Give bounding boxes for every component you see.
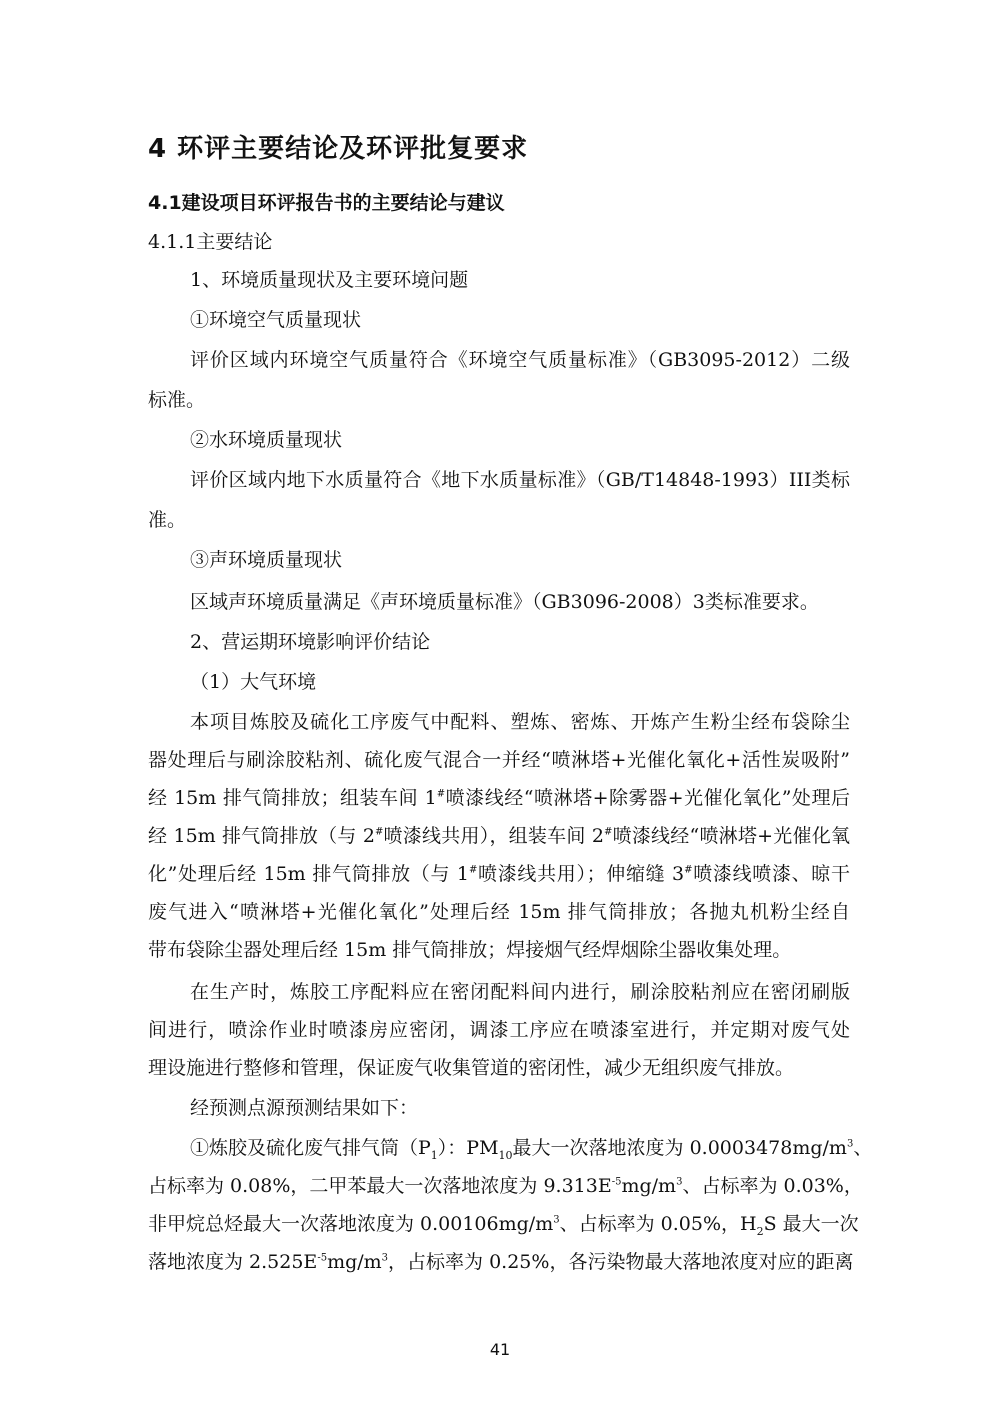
paragraph-line: 废气进入“喷淋塔+光催化氧化”处理后经 15m 排气筒排放；各抛丸机粉尘经自 bbox=[148, 901, 850, 923]
paragraph-line: 评价区域内环境空气质量符合《环境空气质量标准》（GB3095-2012）二级 bbox=[190, 349, 850, 371]
paragraph-line: 器处理后与刷涂胶粘剂、硫化废气混合一并经“喷淋塔+光催化氧化+活性炭吸附” bbox=[148, 749, 850, 771]
paragraph-line: 带布袋除尘器处理后经 15m 排气筒排放；焊接烟气经焊烟除尘器收集处理。 bbox=[148, 939, 792, 961]
paragraph-line: 化”处理后经 15m 排气筒排放（与 1#喷漆线共用）；伸缩缝 3#喷漆线喷漆、晾干 bbox=[148, 863, 850, 885]
item-title-atmosphere: （1）大气环境 bbox=[190, 671, 317, 693]
paragraph-line: 准。 bbox=[148, 509, 187, 531]
item-title-operation-impact: 2、营运期环境影响评价结论 bbox=[190, 631, 431, 653]
paragraph-line: 经预测点源预测结果如下： bbox=[190, 1097, 419, 1119]
item-title-environment-quality: 1、环境质量现状及主要环境问题 bbox=[190, 269, 469, 291]
paragraph-line: 非甲烷总烃最大一次落地浓度为 $0.00106mg/m^3$、占标率为 0.05%，$H_2S$ 最大一次 bbox=[148, 1213, 859, 1238]
paragraph-line: 评价区域内地下水质量符合《地下水质量标准》（GB/T14848-1993）III类标 bbox=[190, 469, 850, 491]
paragraph-line: ①炼胶及硫化废气排气筒$(P_1)$：$PM_{10}$最大一次落地浓度为 $0.0003478mg/m^3$、 bbox=[190, 1137, 873, 1162]
paragraph-line: 在生产时，炼胶工序配料应在密闭配料间内进行，刷涂胶粘剂应在密闭刷版 bbox=[190, 981, 850, 1003]
item-title-water-quality: ②水环境质量现状 bbox=[190, 429, 343, 451]
paragraph-line: 落地浓度为 $2.525E^{-5}mg/m^3$，占标率为 0.25%，各污染物最大落地浓度对应的距离 bbox=[148, 1251, 854, 1273]
item-title-noise-quality: ③声环境质量现状 bbox=[190, 549, 343, 571]
paragraph-line: 本项目炼胶及硫化工序废气中配料、塑炼、密炼、开炼产生粉尘经布袋除尘 bbox=[190, 711, 850, 733]
page-number: 41 bbox=[489, 1340, 511, 1359]
paragraph-line: 间进行，喷涂作业时喷漆房应密闭，调漆工序应在喷漆室进行，并定期对废气处 bbox=[148, 1019, 850, 1041]
paragraph-line: 标准。 bbox=[148, 389, 206, 411]
paragraph-line: 区域声环境质量满足《声环境质量标准》（GB3096-2008）3类标准要求。 bbox=[190, 591, 819, 613]
section-heading: 4.1建设项目环评报告书的主要结论与建议 bbox=[148, 192, 505, 214]
paragraph-line: 经 15m 排气筒排放（与 2#喷漆线共用），组装车间 2#喷漆线经“喷淋塔+光催化氧 bbox=[148, 825, 850, 847]
paragraph-line: 经 15m 排气筒排放；组装车间 1#喷漆线经“喷淋塔+除雾器+光催化氧化”处理后 bbox=[148, 787, 850, 809]
subsection-heading: 4.1.1主要结论 bbox=[148, 231, 273, 253]
paragraph-line: 理设施进行整修和管理，保证废气收集管道的密闭性，减少无组织废气排放。 bbox=[148, 1057, 795, 1079]
item-title-air-quality: ①环境空气质量现状 bbox=[190, 309, 362, 331]
paragraph-line: 占标率为 0.08%，二甲苯最大一次落地浓度为 $9.313E^{-5}mg/m^3$、占标率为 0.03%， bbox=[148, 1175, 863, 1197]
chapter-heading: 4 环评主要结论及环评批复要求 bbox=[148, 134, 529, 164]
